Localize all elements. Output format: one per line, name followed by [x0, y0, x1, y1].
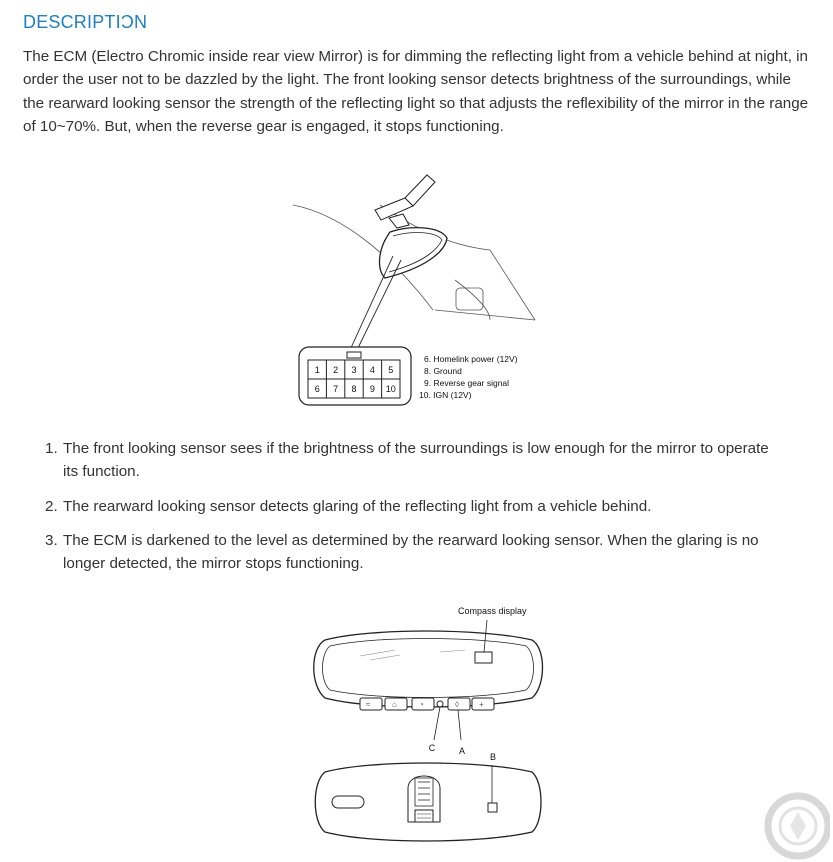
pin-3: 3 [351, 365, 357, 375]
pin-5: 5 [388, 365, 394, 375]
step-number: 2. [45, 497, 58, 515]
pin-legend-8: 8. Ground [424, 366, 462, 376]
list-item [45, 529, 785, 576]
list-item [45, 437, 785, 484]
intro-paragraph: The ECM (Electro Chromic inside rear view Mirror) is for dimming the reflecting light from a vehicle behind at night, in order the user not to be dazzled by the light. The front looking sensor detects brightness of the surroundings, while the rearward looking sensor the strength of the reflecting light so that adjusts the reflexibility of the mirror in the range of 10~70%. But, when the reverse gear is engaged, it stops functioning. [23, 48, 809, 135]
function-steps-list [45, 437, 785, 586]
pin-6: 6 [314, 384, 320, 394]
pin-9: 9 [369, 384, 375, 394]
step-number: 1. [45, 440, 58, 457]
mirror-installation-figure [285, 170, 545, 415]
pin-10: 10 [385, 384, 396, 394]
step-text: The rearward looking sensor detects glaring of the reflecting light from a vehicle behind. [63, 497, 652, 515]
callout-a: A [458, 746, 466, 756]
callout-c: C [428, 743, 436, 753]
button-icon-2: ⌂ [392, 700, 397, 709]
pin-2: 2 [333, 365, 339, 375]
step-text: The front looking sensor sees if the brightness of the surroundings is low enough for the mirror to operate its function. [63, 440, 769, 481]
step-number: 3. [45, 531, 58, 549]
pin-7: 7 [333, 384, 339, 394]
compass-display-label: Compass display [458, 606, 527, 616]
section-heading: DESCRIPTIϽN [23, 12, 148, 32]
button-icon-4: ◊ [455, 700, 459, 709]
pin-1: 1 [314, 365, 320, 375]
step-text: The ECM is darkened to the level as determined by the rearward looking sensor. When the glaring is no longer detected, the mirror stops functioning. [63, 531, 759, 573]
mirror-views-figure [300, 600, 555, 845]
callout-b: B [489, 752, 497, 762]
pin-legend-9: 9. Reverse gear signal [424, 378, 510, 388]
list-item [45, 495, 785, 518]
pin-legend-10: 10. IGN (12V) [419, 390, 472, 400]
watermark-logo-icon [758, 782, 830, 860]
pin-4: 4 [369, 365, 375, 375]
pin-legend-6: 6. Homelink power (12V) [424, 354, 518, 364]
button-icon-5: + [479, 700, 484, 709]
button-icon-1: ≈ [366, 700, 371, 709]
pin-8: 8 [351, 384, 357, 394]
button-icon-3: ◔ [419, 700, 424, 709]
